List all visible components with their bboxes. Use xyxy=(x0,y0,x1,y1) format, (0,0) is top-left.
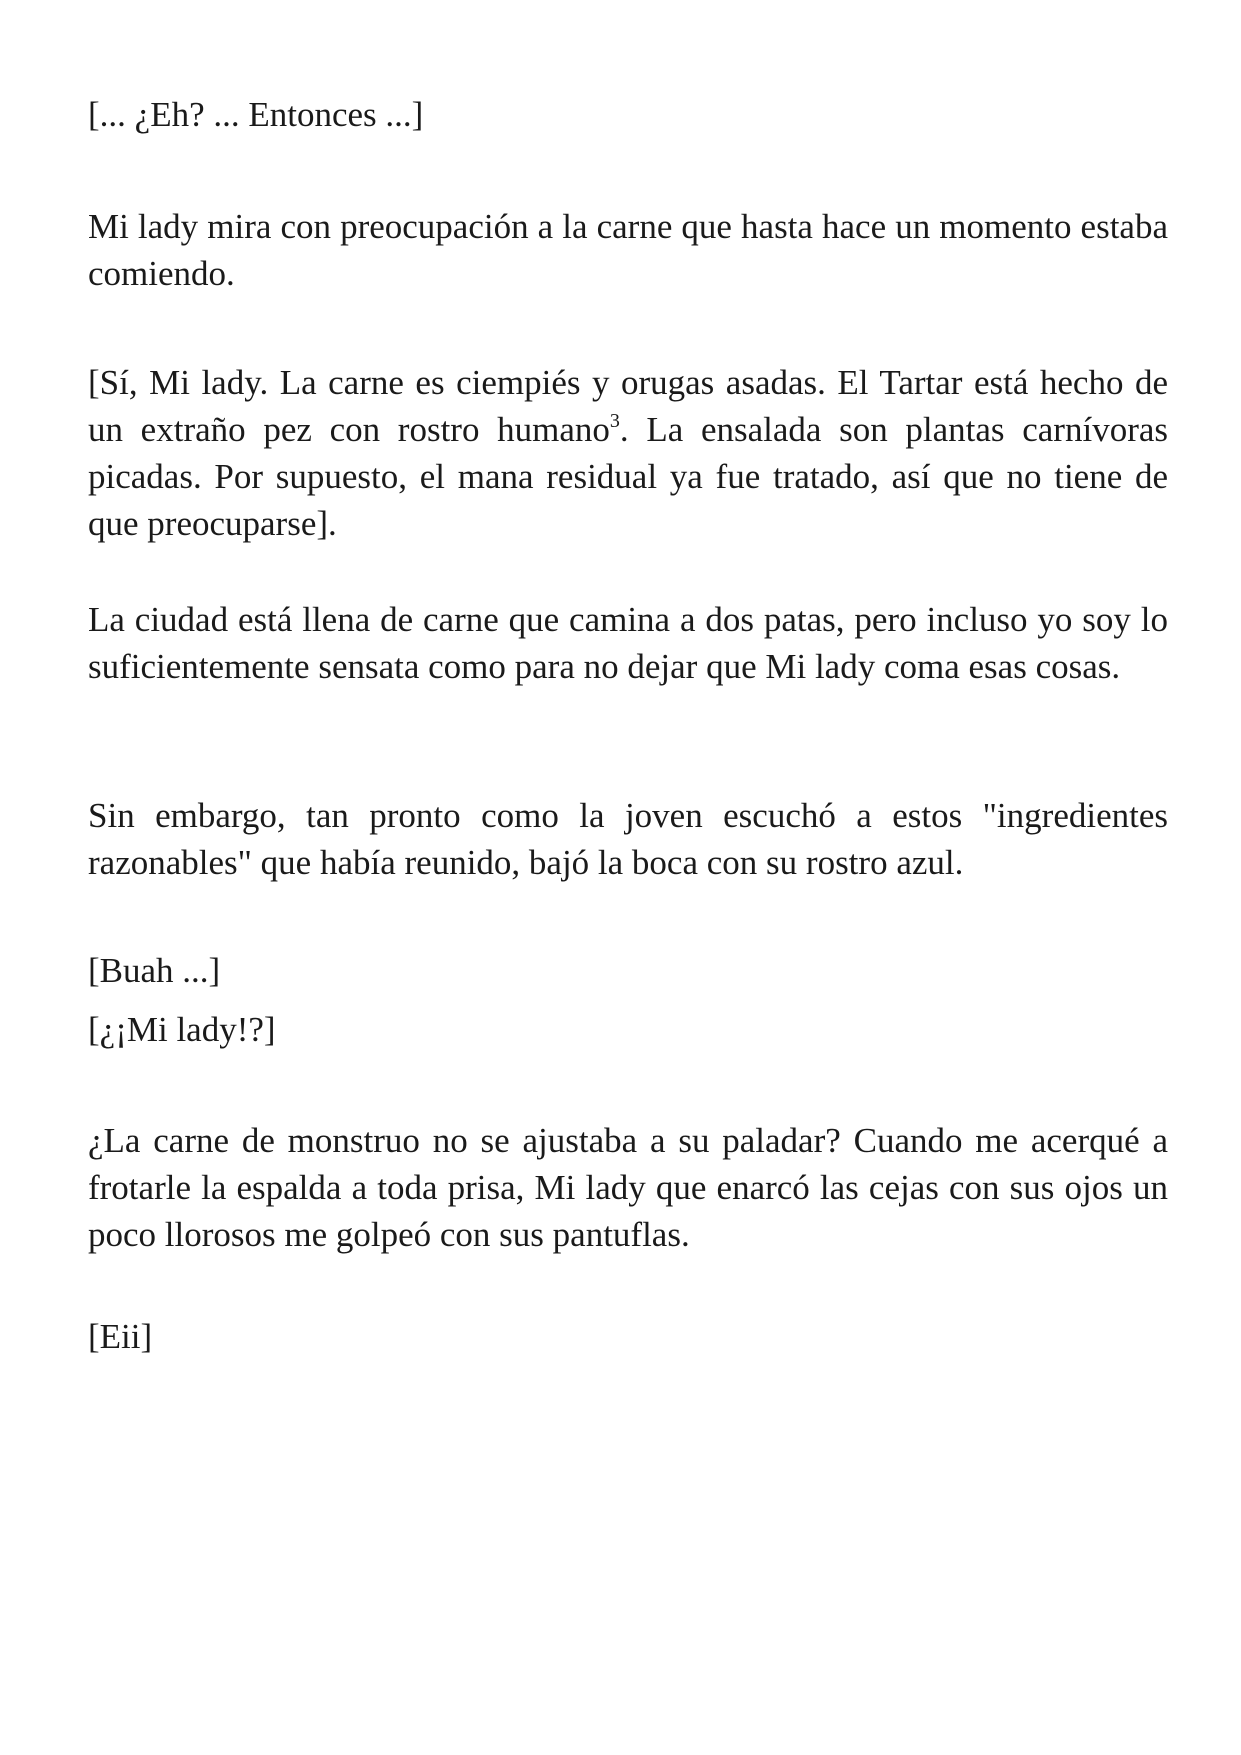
paragraph-city-meat: La ciudad está llena de carne que camina a dos patas, pero incluso yo soy lo suficientemente sensata como para no dejar que Mi lady coma esas cosas. xyxy=(88,600,1168,686)
paragraph-monster-meat: ¿La carne de monstruo no se ajustaba a su paladar? Cuando me acerqué a frotarle la espalda a toda prisa, Mi lady que enarcó las cejas con sus ojos un poco llorosos me golpeó con sus pantuflas. xyxy=(88,1121,1168,1254)
paragraph-lady-worried: Mi lady mira con preocupación a la carne que hasta hace un momento estaba comiendo. xyxy=(88,207,1168,293)
paragraph-text-before-footnote: [Sí, Mi lady. La carne es ciempiés y orugas asadas. El Tartar está hecho de un extraño pez con rostro humano xyxy=(88,363,1168,449)
paragraph-dialogue-ingredients xyxy=(88,359,1168,547)
footnote-reference: 3 xyxy=(609,410,620,432)
paragraph-dialogue-mi-lady: [¿¡Mi lady!?] xyxy=(88,1010,276,1049)
paragraph-text-after-footnote: . La ensalada son plantas carnívoras picadas. Por supuesto, el mana residual ya fue tratado, así que no tiene de que preocuparse]. xyxy=(88,410,1169,543)
paragraph-dialogue-eii: [Eii] xyxy=(88,1317,153,1356)
paragraph-however: Sin embargo, tan pronto como la joven escuchó a estos "ingredientes razonables" que había reunido, bajó la boca con su rostro azul. xyxy=(88,796,1168,882)
paragraph-dialogue-entonces: [... ¿Eh? ... Entonces ...] xyxy=(88,95,424,134)
paragraph-dialogue-buah: [Buah ...] xyxy=(88,951,221,990)
